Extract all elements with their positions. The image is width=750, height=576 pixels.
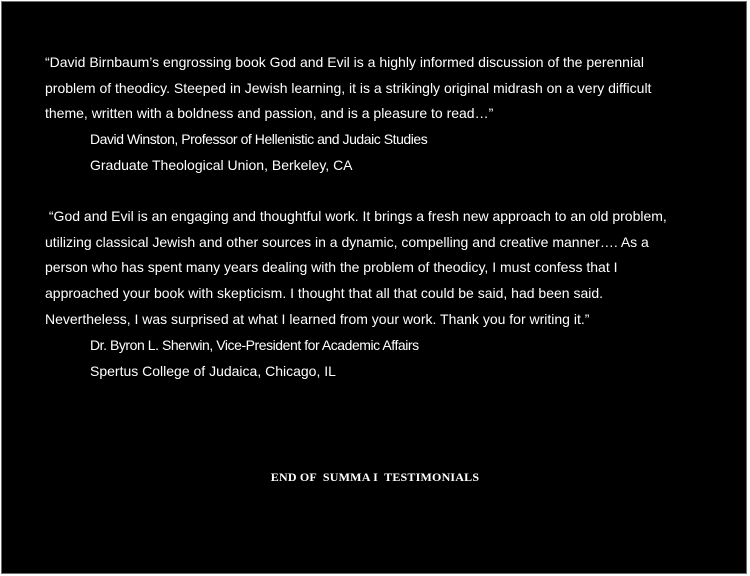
quote-line: approached your book with skepticism. I thought that all that could be said, had been said. <box>45 285 604 302</box>
end-note-heading: END OF SUMMA I TESTIMONIALS <box>270 470 480 484</box>
testimonial-quote <box>45 204 705 333</box>
testimonial-quote <box>45 50 705 127</box>
testimonial-affiliation: Graduate Theological Union, Berkeley, CA <box>90 157 353 173</box>
quote-line: “God and Evil is an engaging and thoughtful work. It brings a fresh new approach to an old problem, <box>45 208 667 224</box>
quote-line: “David Birnbaum’s engrossing book God and Evil is a highly informed discussion of the perennial <box>45 54 644 70</box>
quote-line: Nevertheless, I was surprised at what I learned from your work. Thank you for writing it.” <box>45 310 590 327</box>
quote-line: theme, written with a boldness and passion, and is a pleasure to read…” <box>45 105 494 122</box>
testimonial-author: Dr. Byron L. Sherwin, Vice-President for Academic Affairs <box>90 337 419 353</box>
quote-line: problem of theodicy. Steeped in Jewish learning, it is a strikingly original midrash on a very difficult <box>45 79 652 96</box>
testimonial-slide <box>1 1 747 574</box>
quote-line: person who has spent many years dealing with the problem of theodicy, I must confess that I <box>45 259 618 276</box>
quote-line: utilizing classical Jewish and other sources in a dynamic, compelling and creative manner…. As a <box>45 233 649 250</box>
testimonial-author: David Winston, Professor of Hellenistic and Judaic Studies <box>90 131 428 147</box>
testimonial-affiliation: Spertus College of Judaica, Chicago, IL <box>90 363 336 379</box>
